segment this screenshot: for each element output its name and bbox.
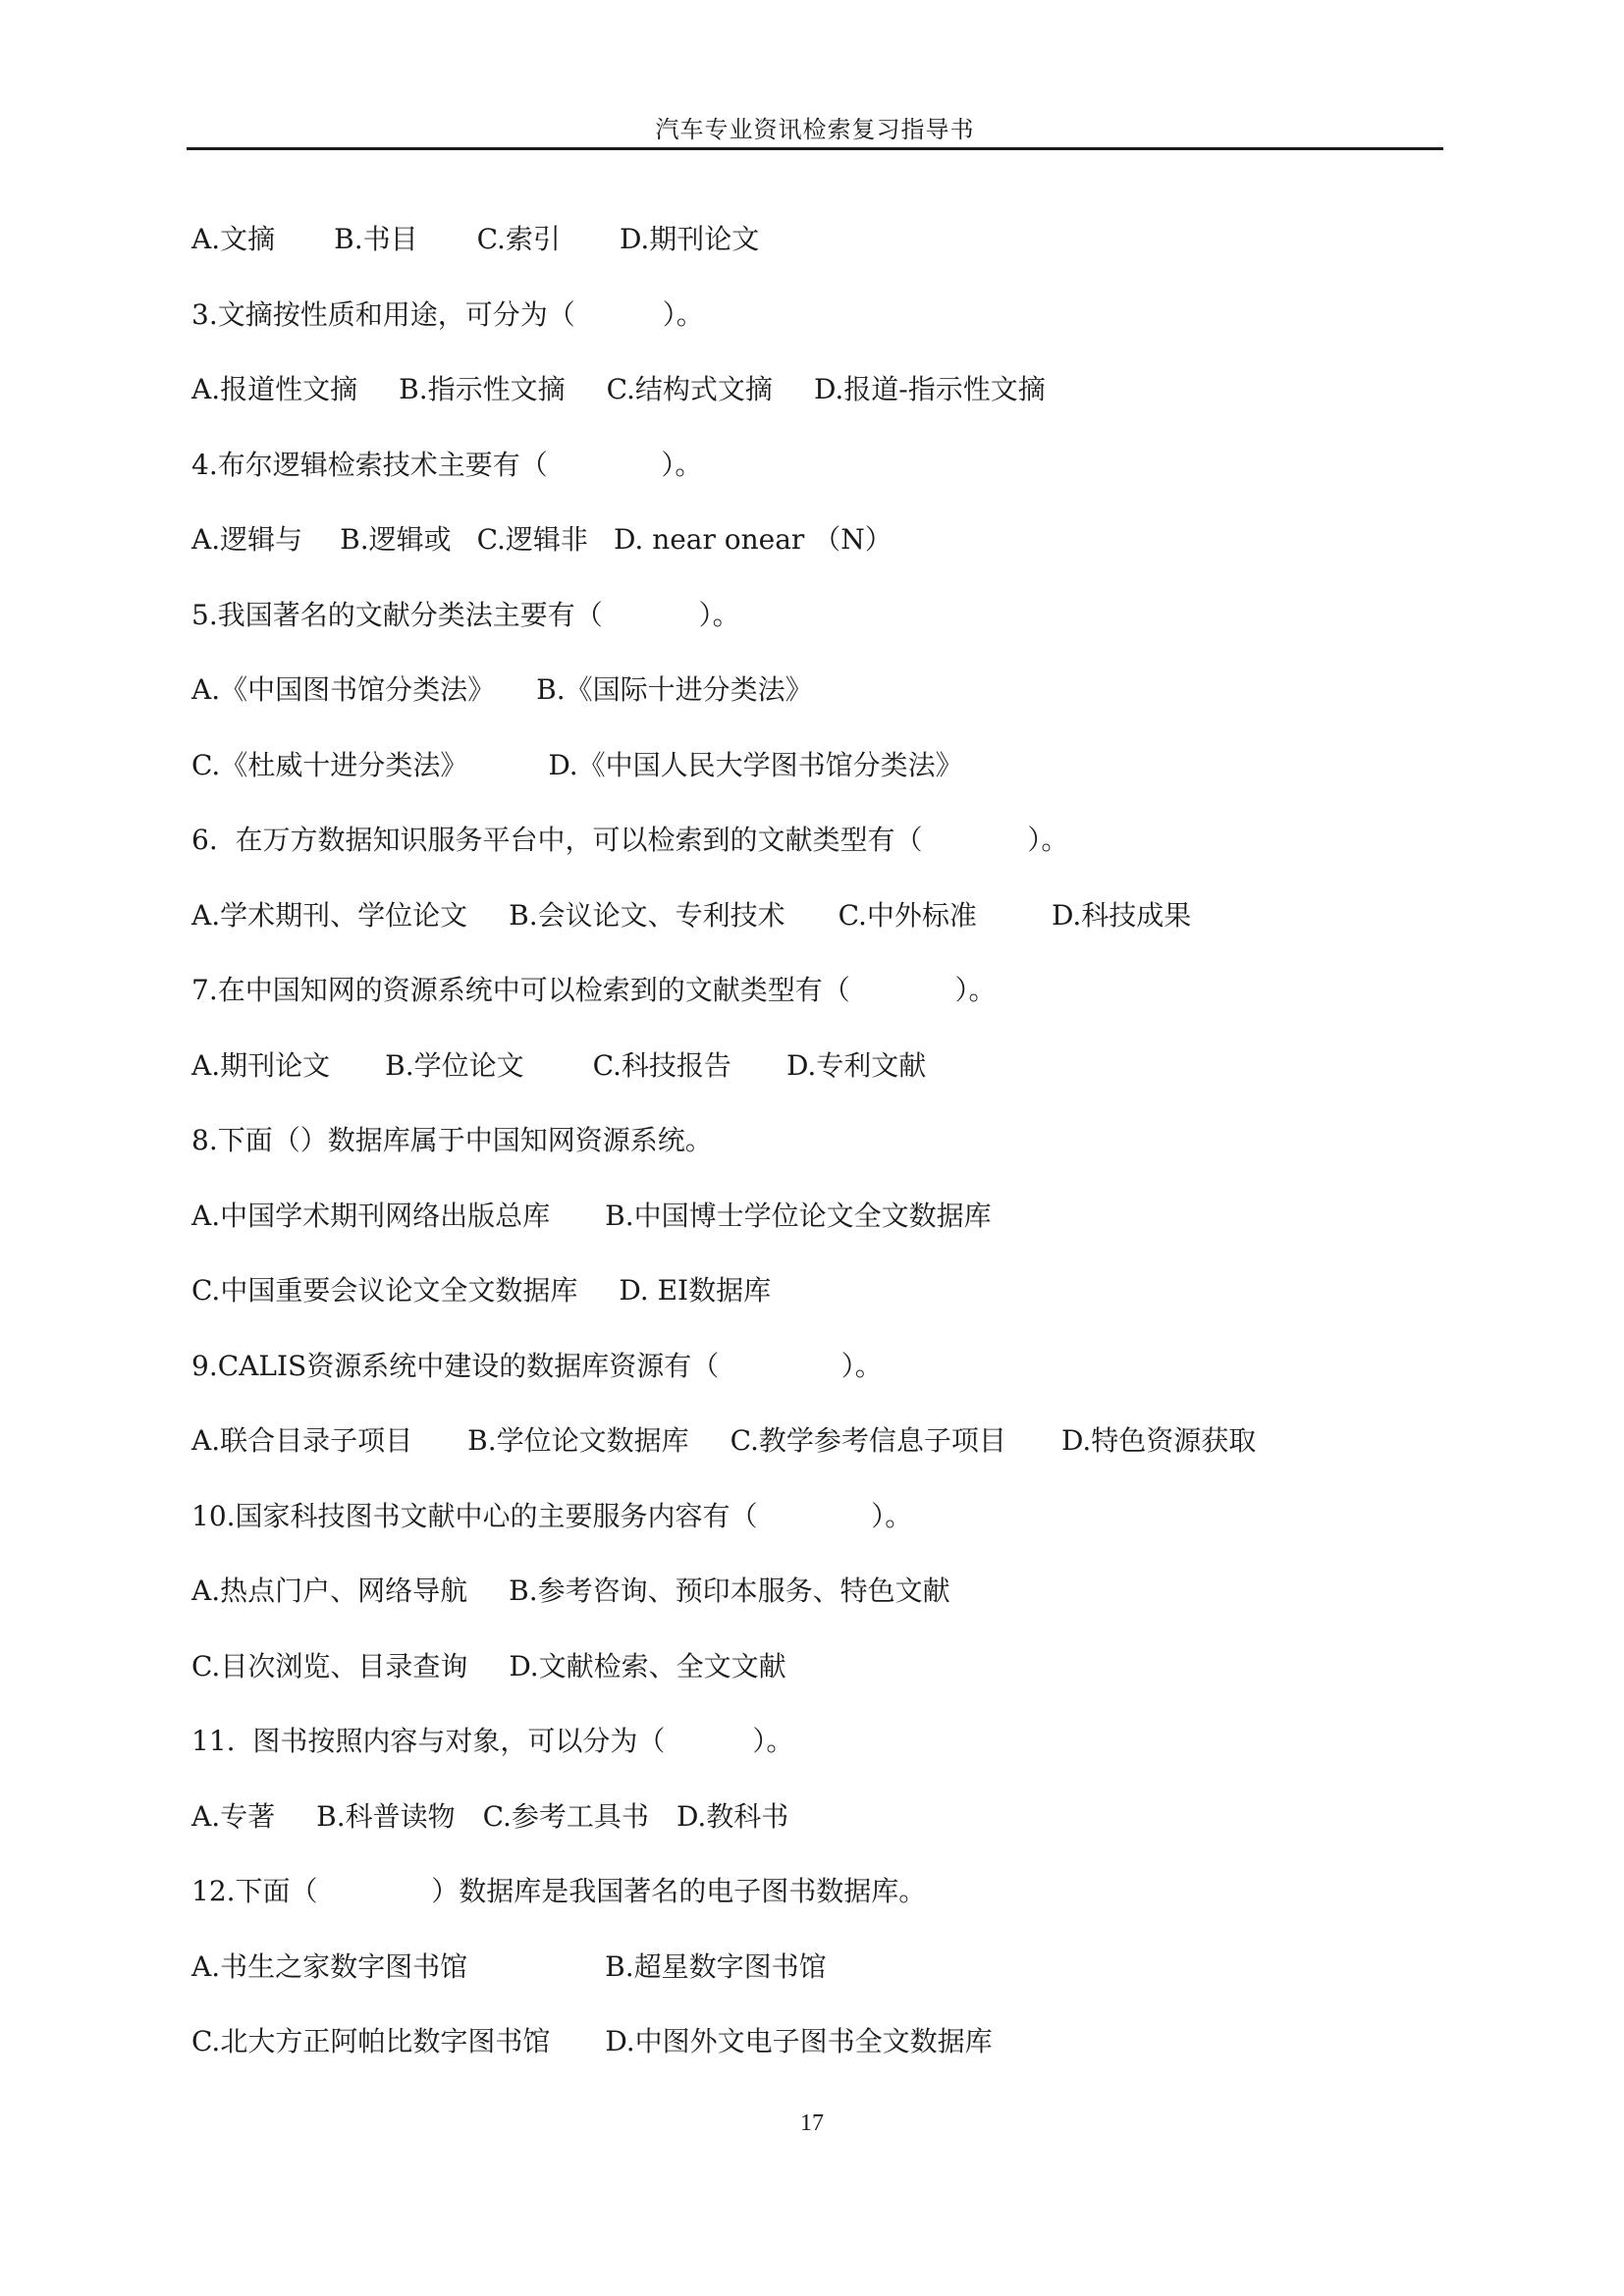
question-line — [191, 951, 1448, 1027]
answer-option: A.逻辑与 — [191, 523, 303, 557]
answer-option: A.学术期刊、学位论文 — [191, 898, 468, 932]
answer-option: C.参考工具书 — [482, 1799, 649, 1833]
question-text: 9.CALIS资源系统中建设的数据库资源有（ ）。 — [191, 1349, 883, 1382]
answer-option: C.《杜威十进分类法》 — [191, 748, 468, 781]
answer-option: D. EI数据库 — [619, 1274, 772, 1308]
question-text: 12.下面（ ）数据库是我国著名的电子图书数据库。 — [191, 1875, 927, 1908]
answer-option: C.结构式文摘 — [606, 373, 773, 406]
question-line — [191, 1702, 1448, 1778]
answer-option: B.书目 — [334, 223, 418, 256]
answer-option: D.中图外文电子图书全文数据库 — [605, 2025, 993, 2058]
question-text: 7.在中国知网的资源系统中可以检索到的文献类型有（ ）。 — [191, 974, 997, 1007]
answer-option: A.报道性文摘 — [191, 373, 358, 406]
question-line — [191, 1327, 1448, 1403]
answer-option: A.中国学术期刊网络出版总库 — [191, 1199, 551, 1232]
options-line — [191, 1027, 1448, 1102]
answer-option: C.逻辑非 — [476, 523, 588, 557]
answer-option: B.学位论文 — [385, 1048, 524, 1082]
question-list — [191, 200, 1448, 2078]
answer-option: B.《国际十进分类法》 — [536, 673, 813, 707]
answer-option: C.中外标准 — [838, 898, 977, 932]
options-line — [191, 350, 1448, 426]
question-line — [191, 1852, 1448, 1928]
question-line — [191, 801, 1448, 877]
answer-option: A.热点门户、网络导航 — [191, 1575, 468, 1608]
answer-option: D.《中国人民大学图书馆分类法》 — [548, 748, 963, 781]
question-text: 8.下面（）数据库属于中国知网资源系统。 — [191, 1124, 713, 1157]
answer-option: B.会议论文、专利技术 — [509, 898, 785, 932]
question-line — [191, 276, 1448, 351]
question-text: 5.我国著名的文献分类法主要有（ ）。 — [191, 598, 740, 631]
options-line — [191, 877, 1448, 952]
answer-option: C.中国重要会议论文全文数据库 — [191, 1274, 578, 1308]
options-line — [191, 1252, 1448, 1327]
answer-option: A.《中国图书馆分类法》 — [191, 673, 496, 707]
answer-option: B.中国博士学位论文全文数据库 — [605, 1199, 992, 1232]
options-line — [191, 2002, 1448, 2078]
question-text: 3.文摘按性质和用途，可分为（ ）。 — [191, 297, 704, 331]
answer-option: D.文献检索、全文文献 — [509, 1649, 786, 1682]
answer-option: D. near onear （N） — [613, 523, 893, 557]
question-text: 4.布尔逻辑检索技术主要有（ ）。 — [191, 448, 703, 481]
options-line — [191, 1552, 1448, 1628]
answer-option: C.目次浏览、目录查询 — [191, 1649, 468, 1682]
question-line — [191, 576, 1448, 652]
answer-option: B.参考咨询、预印本服务、特色文献 — [509, 1575, 950, 1608]
answer-option: D.专利文献 — [785, 1048, 927, 1082]
answer-option: A.联合目录子项目 — [191, 1424, 413, 1458]
answer-option: A.文摘 — [191, 223, 276, 256]
answer-option: B.指示性文摘 — [399, 373, 566, 406]
answer-option: C.北大方正阿帕比数字图书馆 — [191, 2025, 551, 2058]
options-line — [191, 1628, 1448, 1703]
options-line — [191, 1402, 1448, 1477]
options-line — [191, 1778, 1448, 1853]
options-line — [191, 651, 1448, 726]
answer-option: B.逻辑或 — [340, 523, 452, 557]
answer-option: A.专著 — [191, 1799, 276, 1833]
question-text: 6. 在万方数据知识服务平台中，可以检索到的文献类型有（ ）。 — [191, 824, 1069, 857]
question-line — [191, 426, 1448, 502]
options-line — [191, 726, 1448, 802]
answer-option: B.科普读物 — [316, 1799, 456, 1833]
answer-option: A.期刊论文 — [191, 1048, 331, 1082]
answer-option: D.期刊论文 — [619, 223, 760, 256]
question-text: 10.国家科技图书文献中心的主要服务内容有（ ）。 — [191, 1499, 913, 1532]
answer-option: D.科技成果 — [1051, 898, 1192, 932]
answer-option: C.索引 — [476, 223, 561, 256]
running-header: 汽车专业资讯检索复习指导书 — [655, 116, 975, 143]
answer-option: C.教学参考信息子项目 — [730, 1424, 1006, 1458]
answer-option: B.超星数字图书馆 — [605, 1949, 827, 1983]
question-line — [191, 1477, 1448, 1553]
options-line — [191, 1928, 1448, 2003]
answer-option: D.特色资源获取 — [1060, 1424, 1257, 1458]
options-line — [191, 1177, 1448, 1253]
question-line — [191, 1101, 1448, 1177]
answer-option: B.学位论文数据库 — [467, 1424, 689, 1458]
answer-option: A.书生之家数字图书馆 — [191, 1949, 468, 1983]
header-divider — [187, 147, 1443, 150]
answer-option: D.报道-指示性文摘 — [813, 373, 1046, 406]
answer-option: D.教科书 — [676, 1799, 789, 1833]
answer-option: C.科技报告 — [592, 1048, 731, 1082]
page-number: 17 — [800, 2110, 824, 2136]
options-line — [191, 501, 1448, 576]
options-line — [191, 200, 1448, 276]
question-text: 11. 图书按照内容与对象，可以分为（ ）。 — [191, 1725, 794, 1758]
